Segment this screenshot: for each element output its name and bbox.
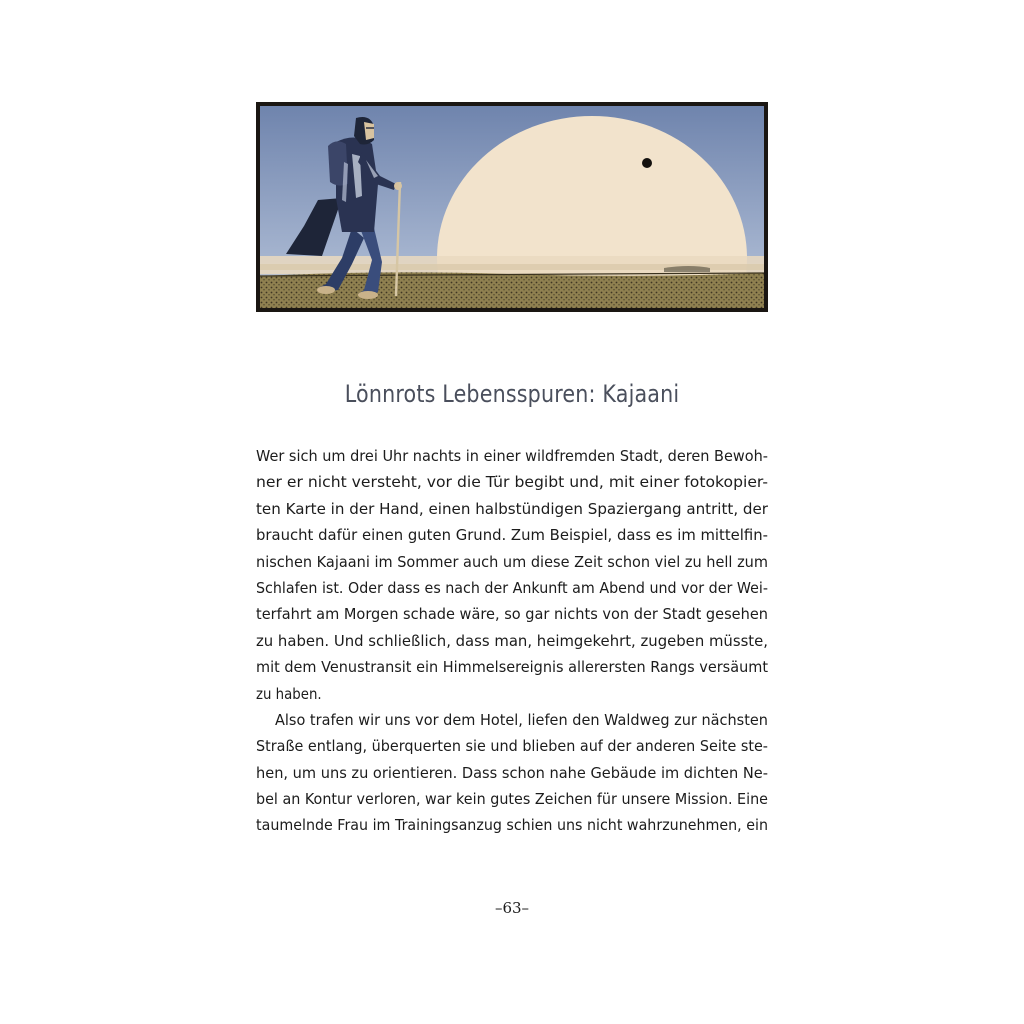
text-line: taumelnde Frau im Trainingsanzug schien uns nicht wahrzunehmen, ein <box>256 816 768 835</box>
text-line: Schlafen ist. Oder dass es nach der Ankunft am Abend und vor der Wei- <box>256 578 768 597</box>
text-line: Straße entlang, überquerten sie und blieben auf der anderen Seite ste- <box>256 737 768 756</box>
text-line: ten Karte in der Hand, einen halbstündigen Spaziergang antritt, der <box>256 499 768 518</box>
text-line: terfahrt am Morgen schade wäre, so gar nichts von der Stadt gesehen <box>256 605 768 624</box>
text-line: zu haben. Und schließlich, dass man, heimgekehrt, zugeben müsste, <box>256 631 768 650</box>
body-text <box>256 443 768 839</box>
text-line: Wer sich um drei Uhr nachts in einer wildfremden Stadt, deren Bewoh- <box>256 447 768 465</box>
text-line: ner er nicht versteht, vor die Tür begibt und, mit einer fotokopier- <box>256 473 768 492</box>
text-line: nischen Kajaani im Sommer auch um diese Zeit schon viel zu hell zum <box>256 552 768 571</box>
text-line: braucht dafür einen guten Grund. Zum Beispiel, dass es im mittelfin- <box>256 526 768 545</box>
chapter-title: Lönnrots Lebensspuren: Kajaani <box>344 380 680 408</box>
text-line-last: zu haben. <box>256 684 322 703</box>
text-line: bel an Kontur verloren, war kein gutes Zeichen für unsere Mission. Eine <box>256 790 768 809</box>
chapter-illustration <box>256 102 768 312</box>
text-line-indent: Also trafen wir uns vor dem Hotel, liefen den Waldweg zur nächsten <box>275 710 768 729</box>
text-line: mit dem Venustransit ein Himmelsereignis allerersten Rangs versäumt <box>256 658 768 677</box>
walker-with-sun-illustration <box>260 106 764 308</box>
venus-dot <box>642 158 652 168</box>
page-number: –63– <box>494 899 530 917</box>
text-line: hen, um uns zu orientieren. Dass schon nahe Gebäude im dichten Ne- <box>256 763 768 782</box>
